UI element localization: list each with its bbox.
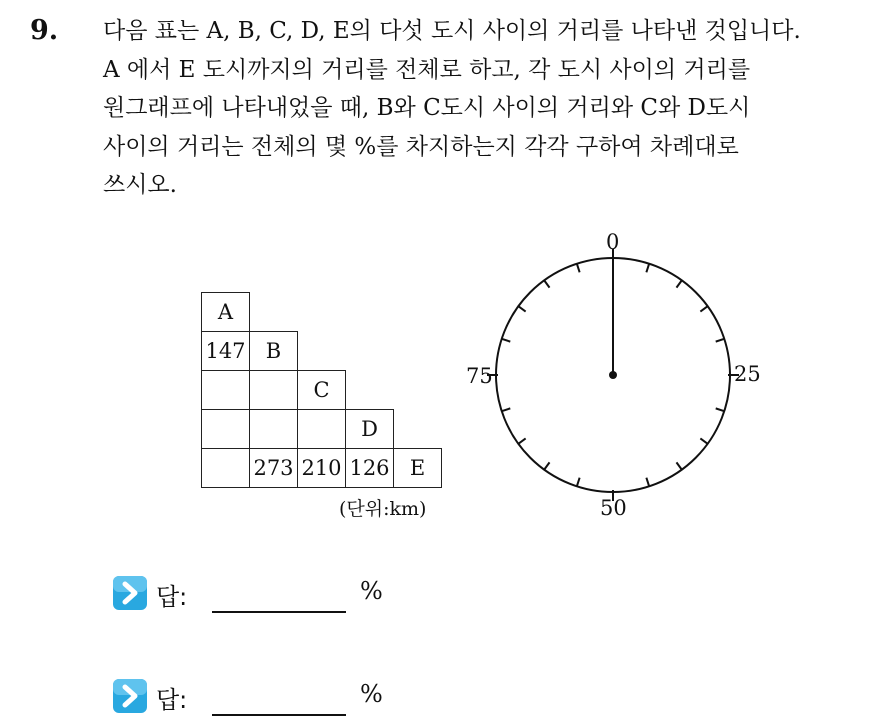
table-cell-city-d: D	[345, 409, 394, 449]
circle-graph-tick	[700, 306, 707, 311]
circle-graph-tick	[577, 264, 580, 273]
question-line: 다음 표는 A, B, C, D, E의 다섯 도시 사이의 거리를 나타낸 것입니다.	[103, 18, 801, 44]
answer-label: 답:	[156, 583, 188, 611]
table-cell-city-a: A	[201, 292, 250, 332]
circle-label-bottom: 50	[600, 496, 627, 520]
circle-graph-tick	[716, 408, 725, 411]
circle-graph-center-dot	[609, 371, 617, 379]
circle-label-left: 75	[466, 364, 493, 388]
circle-graph-tick	[676, 462, 681, 469]
question-line: 쓰시오.	[103, 172, 177, 198]
question-number: 9.	[30, 15, 59, 46]
circle-graph-tick	[676, 280, 681, 287]
circle-graph-tick	[700, 438, 707, 443]
circle-graph-tick	[577, 478, 580, 487]
answer-underline	[212, 611, 346, 613]
chevron-right-icon	[112, 575, 148, 611]
table-cell-city-e: E	[393, 448, 442, 488]
table-unit-label: (단위:km)	[339, 498, 427, 520]
table-cell-distance: 273	[249, 448, 298, 488]
circle-graph-tick	[716, 339, 725, 342]
distance-table	[201, 292, 447, 488]
circle-label-top: 0	[606, 230, 620, 254]
circle-graph-tick	[544, 280, 549, 287]
table-cell-distance: 126	[345, 448, 394, 488]
table-cell-distance	[297, 409, 346, 449]
table-cell-city-b: B	[249, 331, 298, 371]
question-line: 사이의 거리는 전체의 몇 %를 차지하는지 각각 구하여 차례대로	[103, 133, 739, 160]
circle-graph	[460, 226, 770, 526]
table-cell-distance: 147	[201, 331, 250, 371]
circle-graph-tick	[646, 264, 649, 273]
chevron-right-icon	[112, 678, 148, 714]
table-cell-city-c: C	[297, 370, 346, 410]
circle-graph-tick	[518, 438, 525, 443]
table-cell-distance	[201, 409, 250, 449]
question-line: A 에서 E 도시까지의 거리를 전체로 하고, 각 도시 사이의 거리를	[103, 56, 751, 83]
answer-row	[112, 575, 442, 615]
table-cell-distance	[249, 370, 298, 410]
question-text	[103, 12, 873, 205]
answer-label: 답:	[156, 686, 188, 714]
circle-graph-tick	[502, 339, 511, 342]
answer-underline	[212, 714, 346, 716]
table-cell-distance	[201, 448, 250, 488]
circle-graph-tick	[502, 408, 511, 411]
circle-graph-tick	[646, 478, 649, 487]
answer-unit: %	[360, 680, 383, 708]
table-cell-distance	[201, 370, 250, 410]
circle-graph-tick	[518, 306, 525, 311]
table-cell-distance: 210	[297, 448, 346, 488]
question-line: 원그래프에 나타내었을 때, B와 C도시 사이의 거리와 C와 D도시	[103, 95, 751, 121]
answer-row	[112, 678, 442, 718]
circle-label-right: 25	[734, 362, 761, 386]
answer-unit: %	[360, 577, 383, 605]
answer-input[interactable]	[212, 682, 350, 714]
answer-input[interactable]	[212, 579, 350, 611]
table-cell-distance	[249, 409, 298, 449]
circle-graph-tick	[544, 462, 549, 469]
